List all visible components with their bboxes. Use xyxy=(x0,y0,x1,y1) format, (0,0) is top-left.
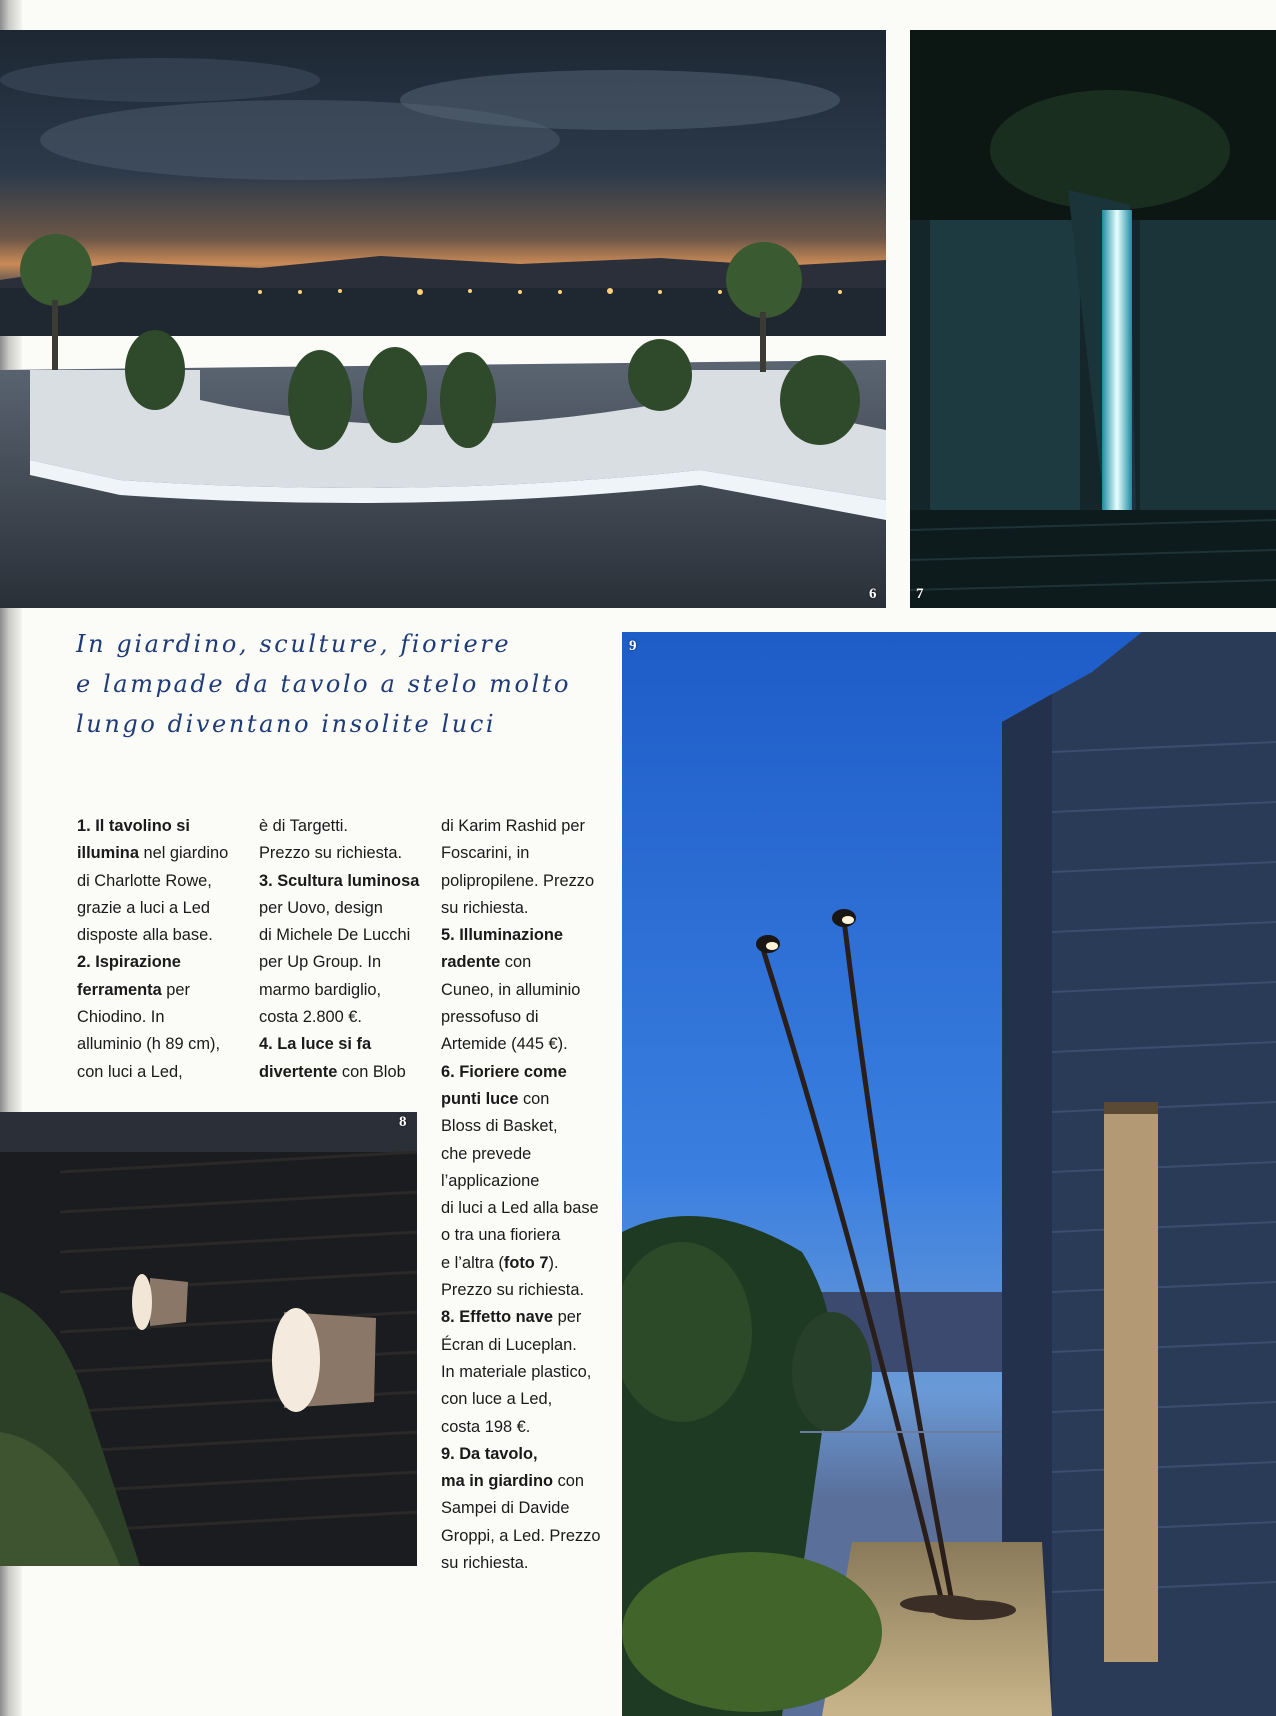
bold-run: ferramenta xyxy=(77,980,162,999)
text-line xyxy=(259,1059,429,1086)
text-run: Sampei di Davide xyxy=(441,1499,570,1518)
text-line xyxy=(441,1086,611,1113)
text-run: con xyxy=(553,1472,584,1491)
text-line xyxy=(77,813,247,840)
text-line xyxy=(441,1304,611,1331)
bold-run: radente xyxy=(441,953,501,972)
headline-line: e lampade da tavolo a stelo molto xyxy=(76,670,572,698)
text-run: Prezzo su richiesta. xyxy=(259,844,403,863)
text-line xyxy=(441,813,611,840)
bold-run: 8. Effetto nave xyxy=(441,1308,554,1327)
text-line xyxy=(441,1386,611,1413)
text-run: con luce a Led, xyxy=(441,1390,553,1409)
text-line xyxy=(441,949,611,976)
text-line xyxy=(441,1031,611,1058)
text-line xyxy=(441,1277,611,1304)
text-run: Chiodino. In xyxy=(77,1008,165,1027)
text-run: su richiesta. xyxy=(441,898,529,917)
text-line xyxy=(259,1031,429,1058)
text-line xyxy=(259,868,429,895)
text-run: di Michele De Lucchi xyxy=(259,926,411,945)
text-line xyxy=(441,1414,611,1441)
text-line xyxy=(441,1359,611,1386)
text-line xyxy=(259,895,429,922)
bold-run: ma in giardino xyxy=(441,1472,554,1491)
bold-run: 2. Ispirazione xyxy=(77,953,181,972)
text-line xyxy=(77,922,247,949)
text-run: per Uovo, design xyxy=(259,898,383,917)
text-line xyxy=(259,922,429,949)
text-run: grazie a luci a Led xyxy=(77,898,211,917)
text-run: per xyxy=(161,980,190,999)
bold-run: divertente xyxy=(259,1062,338,1081)
photo-rooftop-terrace xyxy=(0,30,886,608)
text-line xyxy=(441,1550,611,1577)
text-line xyxy=(441,840,611,867)
text-run: ). xyxy=(548,1253,559,1272)
text-line xyxy=(441,977,611,1004)
text-run: e l’altra ( xyxy=(441,1253,504,1272)
text-run: marmo bardiglio, xyxy=(259,980,382,999)
body-column-3 xyxy=(441,813,611,1577)
photo-illuminated-planter xyxy=(910,30,1276,608)
text-run: per Up Group. In xyxy=(259,953,382,972)
text-run: di Charlotte Rowe, xyxy=(77,871,212,890)
text-line xyxy=(441,1222,611,1249)
text-line xyxy=(441,1495,611,1522)
text-line xyxy=(441,1141,611,1168)
bold-run: 1. Il tavolino si xyxy=(77,817,190,835)
bold-run: 3. Scultura luminosa xyxy=(259,871,420,890)
text-line xyxy=(441,895,611,922)
text-run: o tra una fioriera xyxy=(441,1226,561,1245)
text-line xyxy=(77,1004,247,1031)
text-line xyxy=(441,1195,611,1222)
text-run: nel giardino xyxy=(138,844,229,863)
text-line xyxy=(77,868,247,895)
text-run: Bloss di Basket, xyxy=(441,1117,558,1136)
text-line xyxy=(77,949,247,976)
text-line xyxy=(441,1332,611,1359)
text-line xyxy=(259,949,429,976)
photo-number: 7 xyxy=(916,586,924,602)
headline-line: lungo diventano insolite luci xyxy=(76,710,497,738)
text-line xyxy=(259,813,429,840)
text-run: con xyxy=(518,1089,550,1108)
text-line xyxy=(77,977,247,1004)
text-line xyxy=(441,1468,611,1495)
text-line xyxy=(77,895,247,922)
text-line xyxy=(77,840,247,867)
body-column-2 xyxy=(259,813,429,1086)
text-run: su richiesta. xyxy=(441,1554,529,1573)
text-run: polipropilene. Prezzo xyxy=(441,871,595,890)
body-column-1 xyxy=(77,813,247,1086)
text-run: pressofuso di xyxy=(441,1008,539,1027)
headline-line: In giardino, sculture, fioriere xyxy=(76,630,512,658)
text-run: che prevede xyxy=(441,1144,532,1163)
text-line xyxy=(259,977,429,1004)
photo-number: 9 xyxy=(629,638,637,654)
text-run: per xyxy=(553,1308,582,1327)
text-run: costa 2.800 €. xyxy=(259,1008,362,1027)
bold-run: punti luce xyxy=(441,1089,519,1108)
bold-run: foto 7 xyxy=(503,1253,549,1272)
text-run: In materiale plastico, xyxy=(441,1362,592,1381)
text-line xyxy=(77,1031,247,1058)
text-run: con xyxy=(500,953,532,972)
text-line xyxy=(441,1113,611,1140)
text-line xyxy=(441,1250,611,1277)
bold-run: 5. Illuminazione xyxy=(441,926,564,945)
text-line xyxy=(441,1441,611,1468)
text-run: alluminio (h 89 cm), xyxy=(77,1035,221,1054)
text-line xyxy=(441,1004,611,1031)
bold-run: 4. La luce si fa xyxy=(259,1035,372,1054)
text-line xyxy=(441,868,611,895)
text-run: è di Targetti. xyxy=(259,817,348,835)
bold-run: 9. Da tavolo, xyxy=(441,1444,538,1463)
text-run: disposte alla base. xyxy=(77,926,213,945)
photo-number: 6 xyxy=(869,586,877,602)
text-run: Prezzo su richiesta. xyxy=(441,1281,585,1300)
photo-long-stem-lamps xyxy=(622,632,1276,1716)
text-run: costa 198 €. xyxy=(441,1417,531,1436)
photo-number: 8 xyxy=(399,1114,407,1130)
text-run: l’applicazione xyxy=(441,1171,540,1190)
text-line xyxy=(441,1523,611,1550)
bold-run: illumina xyxy=(77,844,139,863)
text-run: di luci a Led alla base xyxy=(441,1199,599,1218)
text-line xyxy=(441,1059,611,1086)
bold-run: 6. Fioriere come xyxy=(441,1062,567,1081)
text-line xyxy=(259,1004,429,1031)
text-run: Foscarini, in xyxy=(441,844,530,863)
headline xyxy=(76,624,636,744)
text-line xyxy=(259,840,429,867)
text-run: Groppi, a Led. Prezzo xyxy=(441,1526,601,1545)
text-line xyxy=(77,1059,247,1086)
text-line xyxy=(441,1168,611,1195)
text-run: Artemide (445 €). xyxy=(441,1035,568,1054)
text-run: con luci a Led, xyxy=(77,1062,183,1081)
text-run: di Karim Rashid per xyxy=(441,817,585,835)
text-run: Écran di Luceplan. xyxy=(441,1335,577,1354)
text-run: con Blob xyxy=(337,1062,406,1081)
photo-wall-lamps xyxy=(0,1112,417,1566)
text-line xyxy=(441,922,611,949)
text-run: Cuneo, in alluminio xyxy=(441,980,581,999)
